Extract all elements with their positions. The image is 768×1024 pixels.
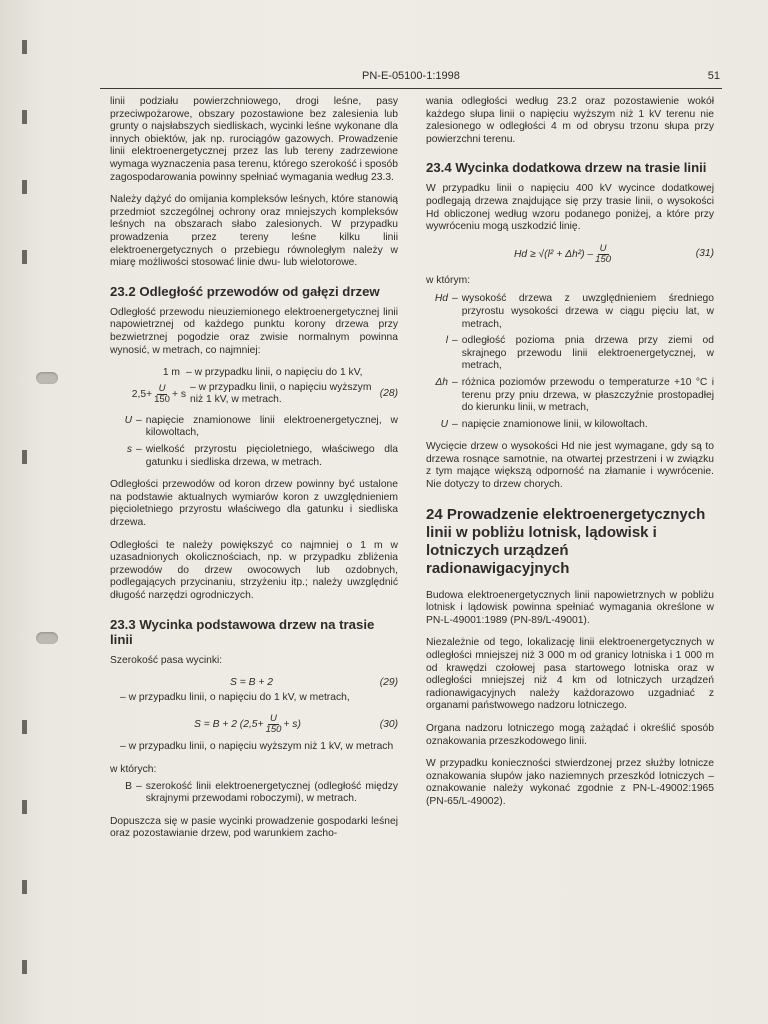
formula-part: Hd ≥ √(l² + Δh²) – [514,248,594,260]
formula-28-case-1 [110,367,398,380]
equation-number: (30) [379,718,398,730]
binding-mark [22,180,27,194]
formula-expression [514,244,613,265]
binding-mark [22,800,27,814]
paragraph: wania odległości według 23.2 oraz pozostawienie wokół każdego słupa linii o napięciu wyższym niż 1 kV terenu nie zalesionego w odległości 4 m od obrysu trzonu słupa przy powierzchni terenu. [426,96,714,145]
equation-number: (29) [379,677,398,689]
definition-text: odległość pozioma pnia drzewa przy ziemi od skrajnego przewodu linii elektroenergetycznej, w metrach, [461,335,714,372]
definition-symbol: Hd [434,293,448,305]
formula-description: – w przypadku linii, o napięciu wyższym niż 1 kV, w metrach. [190,381,372,406]
paragraph: Niezależnie od tego, lokalizację linii elektroenergetycznych w odległości mniejszej niż 3 000 m od granicy lotniska i 1 000 m od krawędzi czołowej pasa startowego lotniska oraz w odległości mniejszej niż 4 km od lotniczych urządzeń radionawigacyjnych należy każdorazowo uzgadniać z organami państwowego nadzoru lotniczego. [426,637,714,712]
paragraph: Wycięcie drzew o wysokości Hd nie jest wymagane, gdy są to drzewa rosnące samotnie, na otwartej przestrzeni i w związku z tym mające większą odporność na złamanie i wywrócenie. Nie dotyczy to drzew chorych. [426,441,714,491]
paragraph: Należy dążyć do omijania kompleksów leśnych, które stanowią przedmiot szczególnej ochrony oraz mniejszych kompleksów leśnych na obszarach słabo zalesionych. W przypadku prowadzenia przez tereny leśne kilku linii elektroenergetycznych o przebiegu równoległym należy w miarę możliwości stosować linie dwu- lub wielotorowe. [110,194,398,269]
definition-list [426,293,714,431]
formula-value: 1 m [162,367,180,379]
formula-description: – w przypadku linii, o napięciu wyższym niż 1 kV, w metrach [120,741,394,753]
paragraph: Odległości te należy powiększyć co najmniej o 1 m w uzasadnionych okolicznościach, np. w przypadku zbliżenia przewodów do drzew owocowych lub ozdobnych, podlegających przycinaniu, strzyżeniu itp.; należy uwzględnić długość narzędzi ogrodniczych. [110,539,398,601]
binding-mark [22,40,27,54]
definition-text: różnica poziomów przewodu o temperaturze +10 °C i terenu przy pniu drzewa, w płaszczyźnie prostopadłej do kierunku linii, w metrach, [461,376,714,414]
page-number: 51 [707,70,720,82]
fraction-denominator: 150 [154,393,170,405]
formula-description: – w przypadku linii, o napięciu do 1 kV, [186,367,363,379]
binding-mark [22,720,27,734]
fraction [595,244,611,265]
right-column [426,96,714,819]
paragraph: Budowa elektroenergetycznych linii napowietrznych w pobliżu lotnisk i lądowisk powinna spełniać wymagania określone w PN-L-49001:1989 (PN-89/L-49001). [426,589,714,626]
definition-item: Δh – różnica poziomów przewodu o temperaturze +10 °C i terenu przy pniu drzewa, w płaszczyźnie prostopadłej do kierunku linii, w metrach, [426,377,714,415]
definition-item: B – szerokość linii elektroenergetycznej (odległość między skrajnymi przewodami roboczymi), w metrach. [110,781,398,806]
fraction [154,384,170,405]
formula-part: 2,5+ [131,389,153,400]
formula-expression: S = B + 2 [230,677,273,689]
definition-item: U – napięcie znamionowe linii, w kilowoltach. [426,419,714,432]
paragraph: W przypadku linii o napięciu 400 kV wycince dodatkowej podlegają drzewa znajdujące się przy trasie linii, o wysokości Hd obliczonej według wzoru podanego poniżej, a które przy wywróceniu mogą uszkodzić linię. [426,183,714,233]
where-label: w którym: [426,274,471,286]
fraction [266,714,282,735]
equation-number: (31) [695,247,714,259]
paragraph: Szerokość pasa wycinki: [110,654,223,666]
header-rule [100,88,722,89]
definition-text: napięcie znamionowe linii, w kilowoltach. [461,418,648,430]
formula-description: – w przypadku linii, o napięciu do 1 kV, w metrach, [120,691,350,703]
fraction-numerator: U [158,382,166,394]
definition-item: U – napięcie znamionowe linii elektroenergetycznej, w kilowoltach, [110,415,398,440]
definition-symbol: s [126,444,132,456]
definition-symbol: B [125,780,132,792]
fraction-numerator: U [599,242,607,254]
punch-hole [36,632,58,644]
where-label: w których: [110,763,157,775]
formula-part: + s) [283,719,301,731]
definition-text: wielkość przyrostu pięcioletniego, właściwego dla gatunku i siedliska drzewa, w metrach. [145,444,398,468]
punch-hole [36,372,58,384]
section-heading-23-3: 23.3 Wycinka podstawowa drzew na trasie linii [110,616,375,647]
page-header [100,70,720,90]
formula-28-case-2 [110,382,398,407]
formula-part: S = B + 2 (2,5+ [194,719,264,731]
definition-text: napięcie znamionowe linii elektroenergetycznej, w kilowoltach, [145,414,398,439]
binding-mark [22,880,27,894]
paragraph: linii podziału powierzchniowego, drogi leśne, pasy przeciwpożarowe, obszary pozostawione bez zalesienia lub grunty o najsłabszych siedliskach, wycinki leśne wykonane dla innych obiektów, jak np. rurociągów gazowych. Prowadzenie linii elektroenergetycznej przez las lub tereny zadrzewione wymaga wyznaczenia pasa terenu, którego szerokość i sposób zagospodarowania powinny spełniać wymagania według 23.3. [110,96,398,183]
paragraph: Organa nadzoru lotniczego mogą zażądać i określić sposób oznakowania przeszkodowego linii. [426,723,714,747]
formula-29 [110,677,398,690]
definition-symbol: l [445,335,448,347]
formula-expression [110,384,190,405]
definition-item: Hd – wysokość drzewa z uwzględnieniem średniego przyrostu wysokości drzewa w ciągu pięciu lat, w metrach, [426,293,714,331]
fraction-denominator: 150 [265,724,282,736]
definition-list [110,415,398,469]
formula-expression [194,714,301,735]
paragraph: Odległość przewodu nieuziemionego elektroenergetycznej linii napowietrznej od każdego punktu korony drzewa przy bezwietrznej pogodzie oraz zwisie normalnym powinna wynosić, w metrach, co najmniej: [110,306,398,356]
binding-mark [22,110,27,124]
definition-text: wysokość drzewa z uwzględnieniem średniego przyrostu wysokości drzewa w ciągu pięciu lat, w metrach, [461,293,714,330]
definition-symbol: U [124,414,132,426]
standard-id: PN-E-05100-1:1998 [362,70,460,82]
paragraph: Dopuszcza się w pasie wycinki prowadzenie gospodarki leśnej oraz pozostawianie drzew, pod warunkiem zacho- [110,815,398,840]
formula-part: + s [171,389,186,400]
definition-symbol: Δh [435,376,448,388]
section-heading-23-2: 23.2 Odległość przewodów od gałęzi drzew [110,283,380,299]
definition-item: l – odległość pozioma pnia drzewa przy ziemi od skrajnego przewodu linii elektroenergetycznej, w metrach, [426,335,714,373]
binding-mark [22,250,27,264]
fraction-denominator: 150 [595,253,612,265]
section-heading-24: 24 Prowadzenie elektroenergetycznych linii w pobliżu lotnisk, lądowisk i lotniczych urządzeń radionawigacyjnych [426,505,706,577]
paragraph: W przypadku konieczności stwierdzonej przez służby lotnicze oznakowania słupów jako naziemnych przeszkód lotniczych – oznakowanie należy wykonać zgodnie z PN-L-49002:1965 (PN-65/L-49002). [426,758,714,807]
binding-edge [0,0,44,1024]
definition-item: s – wielkość przyrostu pięcioletniego, właściwego dla gatunku i siedliska drzewa, w metrach. [110,444,398,469]
fraction-numerator: U [270,713,277,725]
definition-symbol: U [440,418,448,430]
formula-31 [426,244,714,265]
binding-mark [22,450,27,464]
paragraph: Odległości przewodów od koron drzew powinny być ustalone na podstawie aktualnych wymiarów koron z uwzględnieniem pięcioletniego przyrostu właściwego dla gatunku i siedliska drzewa. [110,479,398,529]
definition-text: szerokość linii elektroenergetycznej (odległość między skrajnymi przewodami roboczymi), w metrach. [145,780,398,805]
equation-number: (28) [379,387,398,399]
left-column [110,96,398,851]
formula-30 [110,714,398,735]
binding-mark [22,960,27,974]
section-heading-23-4: 23.4 Wycinka dodatkowa drzew na trasie linii [426,160,707,176]
